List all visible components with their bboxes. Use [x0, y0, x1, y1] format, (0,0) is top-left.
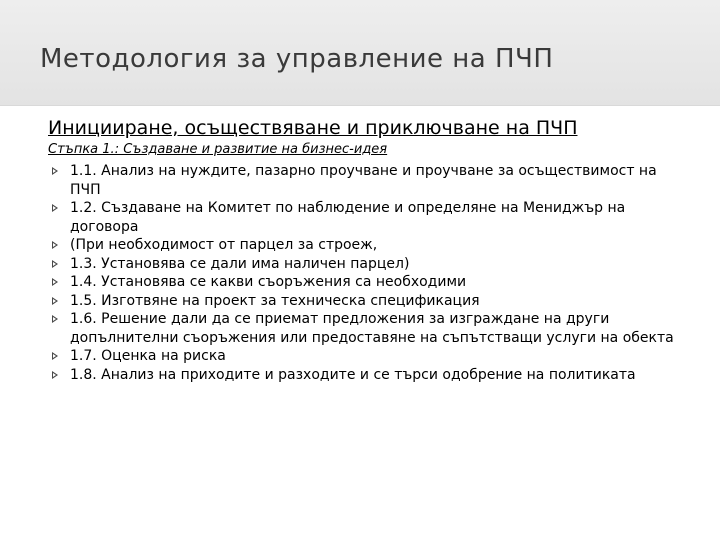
section-heading: Иницииране, осъществяване и приключване на ПЧП: [48, 117, 578, 139]
triangle-bullet-icon: [52, 371, 58, 379]
list-item: [50, 199, 690, 236]
list-item-text: 1.6. Решение дали да се приемат предложения за изграждане на други допълнителни съоръжения или предоставяне на съпътстващи услуги на обекта: [70, 311, 674, 346]
list-item: [50, 162, 690, 199]
list-item: [50, 366, 690, 385]
list-item: [50, 292, 690, 311]
list-item-text: 1.3. Установява се дали има наличен парцел): [70, 255, 410, 272]
list-item: [50, 236, 690, 255]
step-subheading: Стъпка 1.: Създаване и развитие на бизнес-идея: [48, 142, 388, 157]
triangle-bullet-icon: [52, 167, 58, 175]
bullet-list: [50, 162, 690, 384]
list-item-text: 1.8. Анализ на приходите и разходите и се търси одобрение на политиката: [70, 366, 636, 383]
list-item-text: (При необходимост от парцел за строеж,: [70, 237, 378, 253]
triangle-bullet-icon: [52, 297, 58, 305]
list-item: [50, 310, 690, 347]
list-item-text: 1.5. Изготвяне на проект за техническа спецификация: [70, 292, 480, 309]
triangle-bullet-icon: [52, 352, 58, 360]
triangle-bullet-icon: [52, 260, 58, 268]
slide-title: Методология за управление на ПЧП: [40, 44, 554, 74]
triangle-bullet-icon: [52, 204, 58, 212]
triangle-bullet-icon: [52, 278, 58, 286]
list-item: [50, 347, 690, 366]
list-item: [50, 255, 690, 274]
triangle-bullet-icon: [52, 241, 58, 249]
list-item-text: 1.1. Анализ на нуждите, пазарно проучване и проучване за осъществимост на ПЧП: [70, 163, 657, 198]
list-item: [50, 273, 690, 292]
list-item-text: 1.7. Оценка на риска: [70, 348, 226, 364]
list-item-text: 1.2. Създаване на Комитет по наблюдение и определяне на Мениджър на договора: [70, 200, 626, 235]
triangle-bullet-icon: [52, 315, 58, 323]
title-bar: [0, 0, 720, 106]
list-item-text: 1.4. Установява се какви съоръжения са необходими: [70, 274, 467, 290]
